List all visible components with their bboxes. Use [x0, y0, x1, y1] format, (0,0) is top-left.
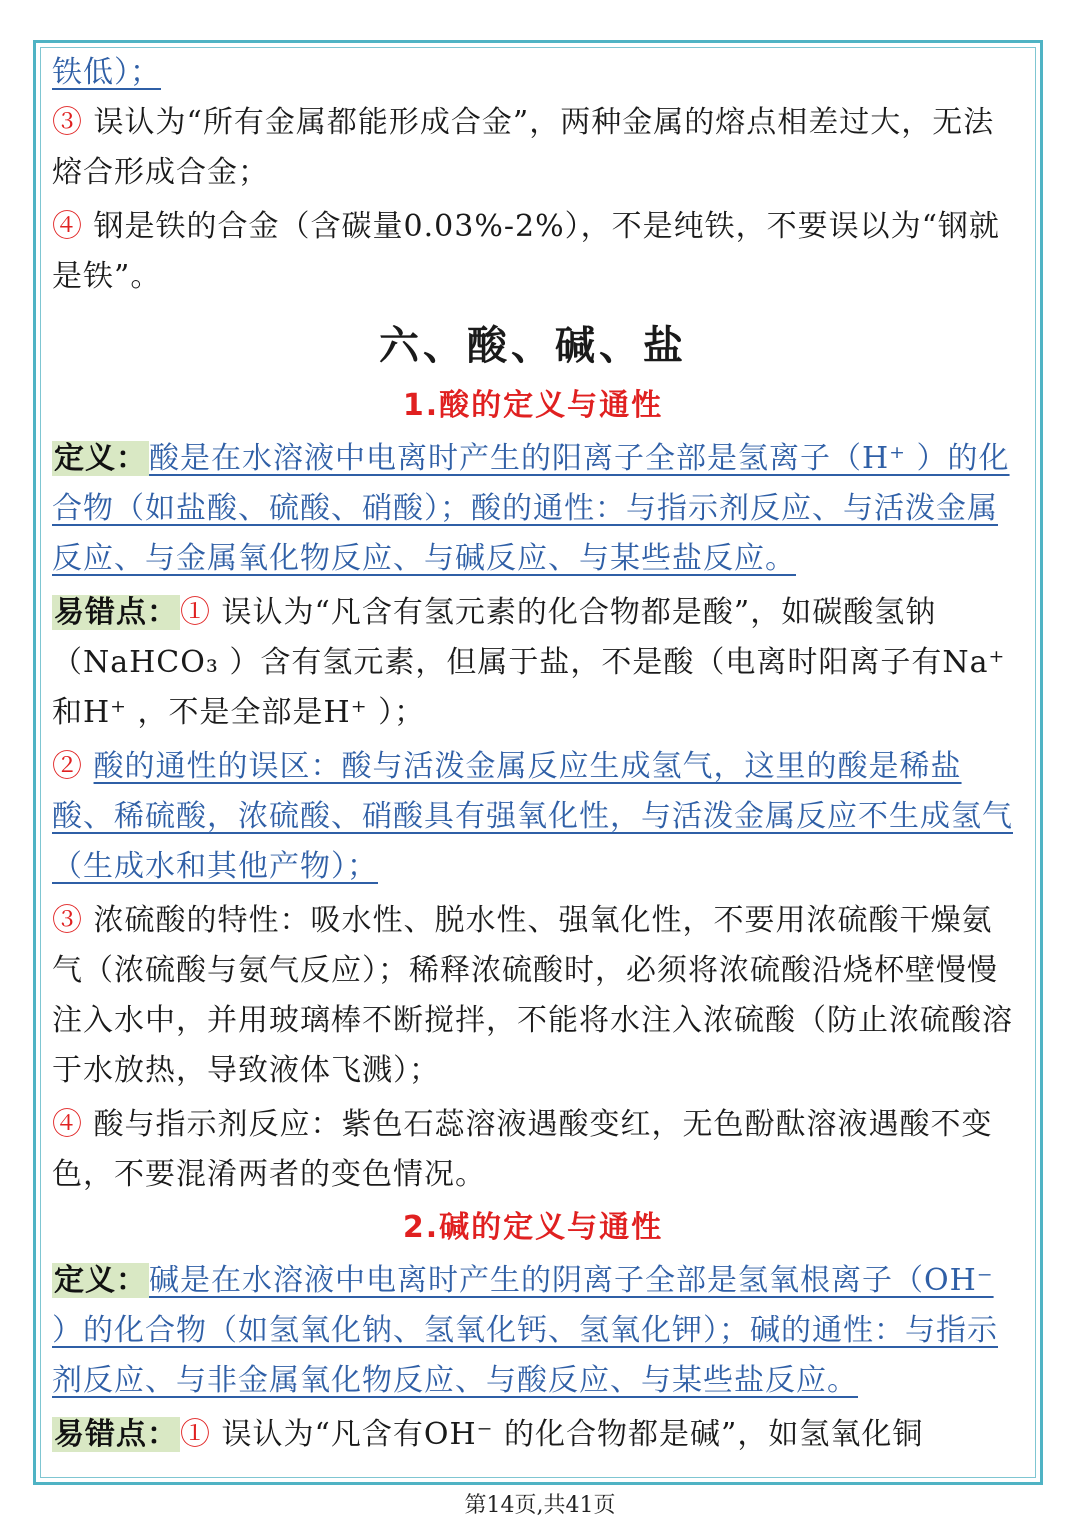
acid-error-2: [52, 742, 1014, 892]
acid-error-3: [52, 896, 1014, 1096]
continuation-line: [52, 48, 1014, 98]
item-text: 酸与指示剂反应：紫色石蕊溶液遇酸变红，无色酚酞溶液遇酸不变色，不要混淆两者的变色情况。: [52, 1107, 993, 1192]
item-text: 误认为“凡含有OH⁻ 的化合物都是碱”，如氢氧化铜: [221, 1417, 924, 1452]
item-text: 误认为“凡含有氢元素的化合物都是酸”，如碳酸氢钠（NaHCO₃ ）含有氢元素，但属于盐，不是酸（电离时阳离子有Na⁺ 和H⁺ ，不是全部是H⁺ ）；: [52, 595, 1006, 730]
item-number: ③: [52, 105, 83, 140]
definition-text: 碱是在水溶液中电离时产生的阴离子全部是氢氧根离子（OH⁻ ）的化合物（如氢氧化钠、氢氧化钙、氢氧化钾）；碱的通性：与指示剂反应、与非金属氧化物反应、与酸反应、与某些盐反应。: [52, 1263, 998, 1398]
item-text: 误认为“所有金属都能形成合金”，两种金属的熔点相差过大，无法熔合形成合金；: [52, 105, 995, 190]
item-text: 钢是铁的合金（含碳量0.03%-2%），不是纯铁，不要误以为“钢就是铁”。: [52, 209, 1000, 294]
item-number: ④: [52, 1107, 83, 1142]
definition-label: 定义：: [54, 441, 147, 476]
metal-item-4: [52, 202, 1014, 302]
continuation-text: 铁低）；: [52, 55, 161, 90]
item-number: ②: [52, 749, 83, 784]
item-number: ①: [180, 1417, 211, 1452]
section-title: 六、酸、碱、盐: [379, 323, 687, 369]
item-number: ③: [52, 903, 83, 938]
page-content: [52, 48, 1014, 1460]
definition-text: 酸是在水溶液中电离时产生的阳离子全部是氢离子（H⁺ ）的化合物（如盐酸、硫酸、硝酸）；酸的通性：与指示剂反应、与活泼金属反应、与金属氧化物反应、与碱反应、与某些盐反应。: [52, 441, 1010, 576]
acid-error-4: [52, 1100, 1014, 1200]
item-number: ①: [180, 595, 211, 630]
error-label: 易错点：: [54, 595, 178, 630]
item-number: ④: [52, 209, 83, 244]
error-label: 易错点：: [54, 1417, 178, 1452]
acid-definition: [52, 434, 1014, 584]
acid-subtitle: 1.酸的定义与通性: [402, 388, 664, 423]
page-number-footer: 第14页,共41页: [464, 1493, 616, 1518]
item-text: 浓硫酸的特性：吸水性、脱水性、强氧化性，不要用浓硫酸干燥氨气（浓硫酸与氨气反应）；稀释浓硫酸时，必须将浓硫酸沿烧杯壁慢慢注入水中，并用玻璃棒不断搅拌，不能将水注入浓硫酸（防止浓硫酸溶于水放热，导致液体飞溅）；: [52, 903, 1013, 1088]
base-definition: [52, 1256, 1014, 1406]
acid-error-1: [52, 588, 1014, 738]
base-error-1: [52, 1410, 1014, 1460]
definition-label: 定义：: [54, 1263, 147, 1298]
metal-item-3: [52, 98, 1014, 198]
item-text: 酸的通性的误区：酸与活泼金属反应生成氢气，这里的酸是稀盐酸、稀硫酸，浓硫酸、硝酸具有强氧化性，与活泼金属反应不生成氢气（生成水和其他产物）；: [52, 749, 1013, 884]
base-subtitle: 2.碱的定义与通性: [402, 1210, 664, 1245]
